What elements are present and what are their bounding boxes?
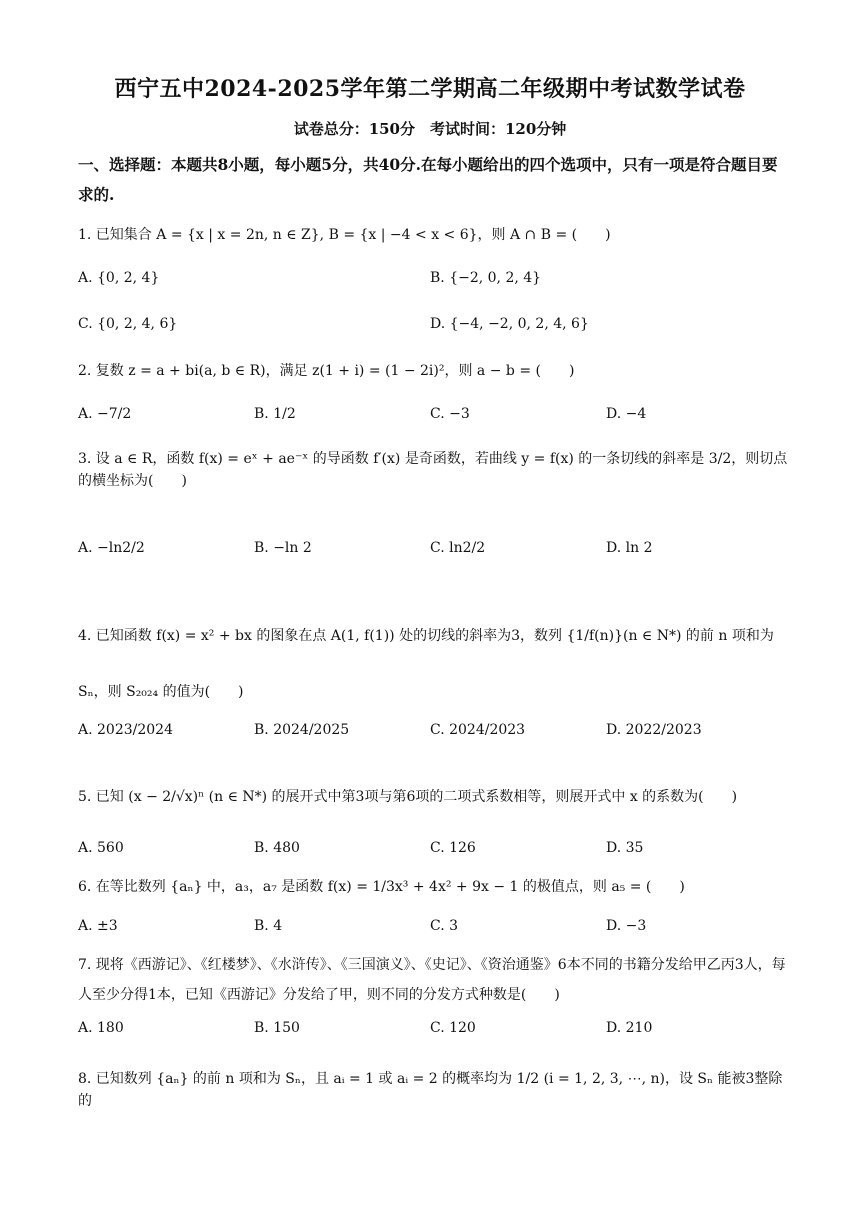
option-d: D. −4 xyxy=(606,406,647,422)
question-6-options xyxy=(78,918,788,948)
option-c: C. −3 xyxy=(430,406,470,422)
question-4-options xyxy=(78,722,788,752)
option-a: A. −7/2 xyxy=(78,406,132,422)
section-heading: 一、选择题：本题共8小题，每小题5分，共40分.在每小题给出的四个选项中，只有一项是符合题目要求的. xyxy=(78,155,778,204)
option-b: B. 1/2 xyxy=(254,406,296,422)
option-a: A. 560 xyxy=(78,840,124,856)
question-4-stem: 4. 已知函数 f(x) = x² + bx 的图象在点 A(1, f(1)) 处的切线的斜率为3，数列 {1/f(n)}(n ∈ N*) 的前 n 项和为 Sₙ，则 S₂₀₂₄ 的值为( ) xyxy=(78,628,774,700)
option-d: D. 2022/2023 xyxy=(606,722,702,738)
option-c: C. 2024/2023 xyxy=(430,722,526,738)
question-3-stem: 3. 设 a ∈ R，函数 f(x) = eˣ + ae⁻ˣ 的导函数 f′(x) 是奇函数，若曲线 y = f(x) 的一条切线的斜率是 3/2，则切点的横坐标为( ) xyxy=(78,451,788,489)
option-d: D. {−4, −2, 0, 2, 4, 6} xyxy=(430,316,589,332)
option-d: D. 210 xyxy=(606,1020,653,1036)
option-c: C. 3 xyxy=(430,918,459,934)
option-a: A. 2023/2024 xyxy=(78,722,173,738)
question-2-options xyxy=(78,406,788,436)
exam-info: 试卷总分：150分 考试时间：120分钟 xyxy=(293,120,567,138)
option-a: A. −ln2/2 xyxy=(78,540,145,556)
question-1-stem: 1. 已知集合 A = {x | x = 2n, n ∈ Z}, B = {x | −4 < x < 6}，则 A ∩ B = ( ) xyxy=(78,227,611,243)
option-a: A. {0, 2, 4} xyxy=(78,270,160,286)
option-a: A. ±3 xyxy=(78,918,118,934)
question-1-options xyxy=(78,270,788,300)
option-c: C. ln2/2 xyxy=(430,540,486,556)
option-b: B. 480 xyxy=(254,840,300,856)
option-b: B. 2024/2025 xyxy=(254,722,350,738)
option-b: B. {−2, 0, 2, 4} xyxy=(430,270,542,286)
option-b: B. 150 xyxy=(254,1020,300,1036)
option-d: D. 35 xyxy=(606,840,644,856)
option-c: C. 126 xyxy=(430,840,476,856)
option-b: B. −ln 2 xyxy=(254,540,312,556)
option-c: C. 120 xyxy=(430,1020,476,1036)
question-6-stem: 6. 在等比数列 {aₙ} 中，a₃，a₇ 是函数 f(x) = 1/3x³ + 4x² + 9x − 1 的极值点，则 a₅ = ( ) xyxy=(78,879,685,895)
page-title: 西宁五中2024-2025学年第二学期高二年级期中考试数学试卷 xyxy=(114,76,746,102)
question-8-stem: 8. 已知数列 {aₙ} 的前 n 项和为 Sₙ，且 aᵢ = 1 或 aᵢ = 2 的概率均为 1/2 (i = 1, 2, 3, ⋯, n)，设 Sₙ 能被3整除的 xyxy=(78,1071,783,1109)
option-c: C. {0, 2, 4, 6} xyxy=(78,316,178,332)
question-7-options xyxy=(78,1020,788,1050)
question-5-options xyxy=(78,840,788,870)
question-1-options xyxy=(78,316,788,346)
option-b: B. 4 xyxy=(254,918,283,934)
question-7-stem: 7. 现将《西游记》、《红楼梦》、《水浒传》、《三国演义》、《史记》、《资治通鉴》6本不同的书籍分发给甲乙丙3人，每人至少分得1本，已知《西游记》分发给了甲，则不同的分发方式种数是( ) xyxy=(78,957,786,1003)
question-5-stem: 5. 已知 (x − 2/√x)ⁿ (n ∈ N*) 的展开式中第3项与第6项的二项式系数相等，则展开式中 x 的系数为( ) xyxy=(78,789,738,805)
question-2-stem: 2. 复数 z = a + bi(a, b ∈ R)，满足 z(1 + i) = (1 − 2i)²，则 a − b = ( ) xyxy=(78,363,575,379)
question-3-options xyxy=(78,540,788,570)
option-a: A. 180 xyxy=(78,1020,124,1036)
option-d: D. ln 2 xyxy=(606,540,653,556)
option-d: D. −3 xyxy=(606,918,647,934)
